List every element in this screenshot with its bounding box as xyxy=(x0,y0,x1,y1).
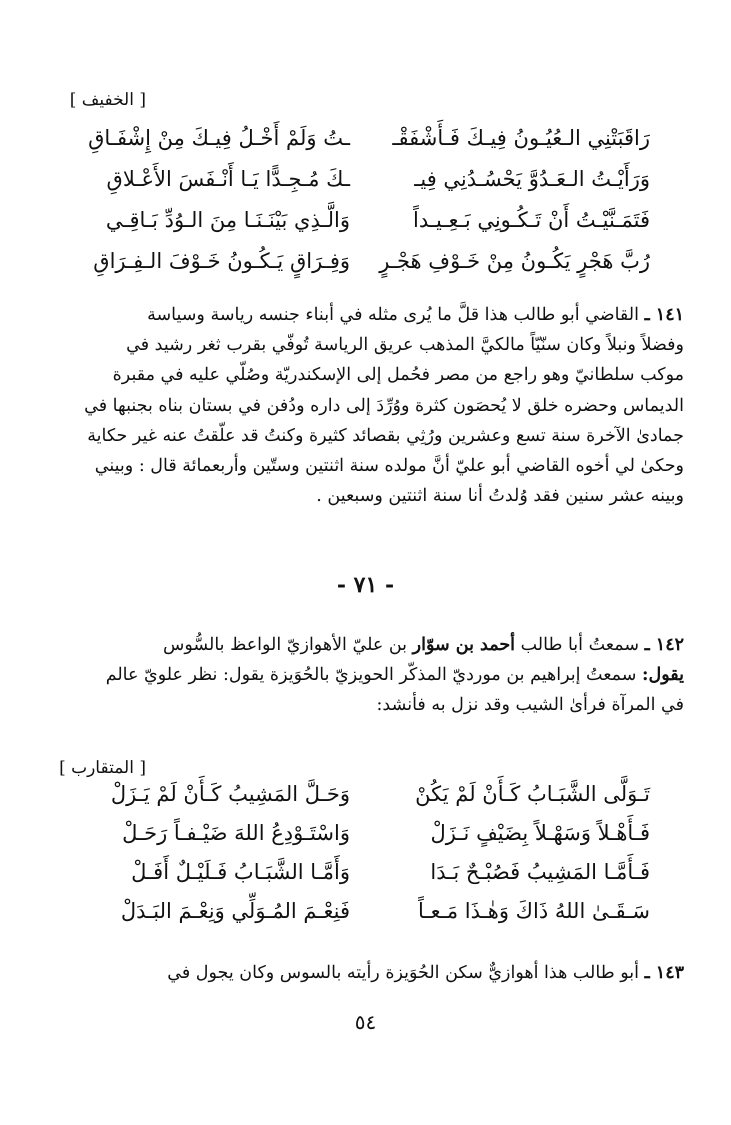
entry-141 xyxy=(44,300,684,511)
entry-text: بن عليّ الأهوازيّ الواعظ بالسُّوس xyxy=(162,635,408,655)
entry-text-line: الديماس وحضره خلق لا يُحصَون كثرة ووُرِّدَ إلى داره ودُفن في بستان بناه بجنبها في xyxy=(84,395,684,416)
meter-label-khafif: [ الخفيف ] xyxy=(69,90,146,110)
verse-first-hemistich: تَـوَلَّى الشَّبَـابُ كَـأَنْ لَمْ يَكُنْ xyxy=(415,782,650,806)
entry-number: ١٤٢ ـ xyxy=(644,635,684,655)
verse-second-hemistich: وَأَمَّـا الشَّبَـابُ فَـلَيْـلٌ أَفَـلْ xyxy=(131,860,350,884)
verse-second-hemistich: ـتُ وَلَمْ أَخْـلُ فِيـكَ مِنْ إِشْفَـاقِ xyxy=(88,126,350,150)
entry-text-line: وحكىٰ لي أخوه القاضي أبو عليّ أنَّ مولده سنة اثنتين وستّين وأربعمائة قال : وبيني xyxy=(94,456,684,477)
verse-first-hemistich: رَاقَبَتْنِي الـعُيُـونُ فِيـكَ فَـأَشْفَقْـ xyxy=(392,126,650,150)
person-name: أحمد بن سوّار xyxy=(412,635,516,655)
verse-row xyxy=(70,167,650,203)
entry-text-line: وفضلاً ونبلاً وكان سنّيّاً مالكيَّ المذهب عريق الرياسة تُوفّي بقرب ثغر رشيد في xyxy=(126,335,684,356)
verse-first-hemistich: فَـأَهْـلاً وَسَهْـلاً بِضَيْفٍ نَـزَلْ xyxy=(430,821,650,845)
entry-143 xyxy=(44,958,684,988)
verse-first-hemistich: وَرَأَيْـتُ الـعَـدُوَّ يَحْسُـدُنِي فِيـ xyxy=(414,167,650,191)
verse-row xyxy=(70,899,650,935)
verse-first-hemistich: رُبَّ هَجْرٍ يَكُـونُ مِنْ خَـوْفِ هَجْـرٍ xyxy=(379,249,650,273)
section-divider-number: - ٧١ - xyxy=(336,572,395,598)
verse-second-hemistich: وَالَّـذِي بَيْنَـنَـا مِنَ الـوُدِّ بَـاقِـي xyxy=(105,208,350,232)
entry-text: سمعتُ أبا طالب xyxy=(520,635,639,655)
entry-text-line: وبينه عشر سنين فقد وُلدتُ أنا سنة اثنتين وسبعين . xyxy=(316,486,684,507)
verse-second-hemistich: وَاسْتَـوْدِعُ اللهَ ضَيْـفـاً رَحَـلْ xyxy=(122,821,350,845)
verse-second-hemistich: فَنِعْـمَ المُـوَلِّي وَنِعْـمَ البَـدَلْ xyxy=(120,899,350,923)
entry-text-line: في المرآة فرأىٰ الشيب وقد نزل به فأنشد: xyxy=(376,695,684,716)
verse-first-hemistich: سَـقَـىٰ اللهُ ذَاكَ وَهٰـذَا مَـعـاً xyxy=(418,899,650,923)
verse-row xyxy=(70,208,650,244)
verse-row xyxy=(70,782,650,818)
page-number: ٥٤ xyxy=(354,1010,377,1034)
entry-number: ١٤٣ ـ xyxy=(644,963,684,983)
entry-text-line: جمادىٰ الآخرة سنة تسع وعشرين ورُثِي بقصائد كثيرة وكنتُ قد علّقتُ عنه غير حكاية xyxy=(87,425,684,446)
entry-text: يقول: xyxy=(642,665,684,686)
verse-first-hemistich: فَتَمَـنَّيْـتُ أَنْ تَـكُـونِي بَـعِـيـداً xyxy=(413,208,650,232)
verse-row xyxy=(70,860,650,896)
verse-row xyxy=(70,249,650,285)
verse-row xyxy=(70,821,650,857)
entry-142 xyxy=(44,630,684,721)
verse-first-hemistich: فَـأَمَّـا المَشِيبُ فَصُبْـحٌ بَـدَا xyxy=(430,860,650,884)
verse-second-hemistich: ـكَ مُـجِـدًّا يَـا أَنْـفَسَ الأَعْـلاقِ xyxy=(106,167,350,191)
entry-text: سمعتُ إبراهيم بن مورديّ المذكّر الحويزيّ بالحُوَيزة يقول: نظر علويّ عالم xyxy=(105,665,637,686)
entry-number: ١٤١ ـ xyxy=(644,305,684,325)
entry-text-line: موكب سلطانيّ وهو راجع من مصر فحُمل إلى الإسكندريّة وصُلّي عليه في مقبرة xyxy=(112,365,684,386)
verse-second-hemistich: وَفِـرَاقٍ يَـكُـونُ خَـوْفَ الـفِـرَاقِ xyxy=(93,249,350,273)
verse-second-hemistich: وَحَـلَّ المَشِيبُ كَـأَنْ لَمْ يَـزَلْ xyxy=(110,782,350,806)
meter-label-mutaqarib: [ المتقارب ] xyxy=(59,758,146,778)
verse-row xyxy=(70,126,650,162)
entry-text-line: القاضي أبو طالب هذا قلَّ ما يُرى مثله في أبناء جنسه رياسة وسياسة xyxy=(147,305,639,325)
entry-text: أبو طالب هذا أهوازيٌّ سكن الحُوَيزة رأيته بالسوس وكان يجول في xyxy=(167,963,639,983)
